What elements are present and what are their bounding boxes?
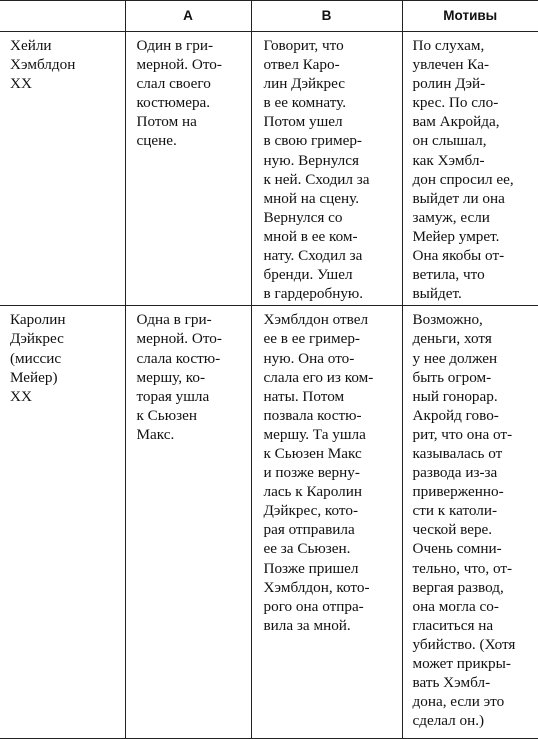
column-b-text: Говорит, что отвел Каро- лин Дэйкрес в ее комнату. Потом ушел в свою гример- ную. Вернулся к ней. Сходил за мной на сцену. Вернулся со мной в ее ком- нату. Сходил за бренди. Ушел в гардеробную.: [252, 32, 402, 305]
suspect-name: Хейли Хэмблдон XX: [0, 32, 125, 95]
motives-cell: [402, 306, 538, 739]
column-b-cell: [251, 306, 402, 739]
column-b-cell: [251, 32, 402, 306]
motives-text: По слухам, увлечен Ка- ролин Дэй- крес. По сло- вам Акройда, он слышал, как Хэмбл- дон спросил ее, выйдет ли она замуж, если Мейер умрет. Она якобы от- ветила, что выйдет.: [403, 32, 538, 305]
suspect-name: Каролин Дэйкрес (миссис Мейер) XX: [0, 306, 125, 407]
column-a-cell: [125, 32, 251, 306]
column-a-text: Один в гри- мерной. Ото- слал своего костюмера. Потом на сцене.: [126, 32, 251, 153]
table-row: [0, 32, 538, 306]
column-a-cell: [125, 306, 251, 739]
header-a: А: [125, 1, 251, 32]
column-b-text: Хэмблдон отвел ее в ее гример- ную. Она ото- слала его из ком- наты. Потом позвала костю- мершу. Та ушла к Сьюзен Макс и позже верну- лась к Каролин Дэйкрес, кото- рая отправила ее за Сьюзен. Позже пришел Хэмблдон, кото- рого она отпра- вила за мной.: [252, 306, 402, 637]
suspect-name-cell: [0, 306, 125, 739]
header-row: [0, 1, 538, 32]
header-b: В: [251, 1, 402, 32]
table-row: [0, 306, 538, 739]
suspect-name-cell: [0, 32, 125, 306]
motives-text: Возможно, деньги, хотя у нее должен быть огром- ный гонорар. Акройд гово- рит, что она от- казывалась от развода из-за приверженно- сти к католи- ческой вере. Очень сомни- тельно, что, от- вергая развод, она могла со- гласиться на убийство. (Хотя может прикры- вать Хэмбл- дона, если это сделал он.): [403, 306, 538, 732]
motives-cell: [402, 32, 538, 306]
header-name: [0, 1, 125, 32]
header-motives: Мотивы: [402, 1, 538, 32]
column-a-text: Одна в гри- мерной. Ото- слала костю- мершу, ко- торая ушла к Сьюзен Макс.: [126, 306, 251, 446]
